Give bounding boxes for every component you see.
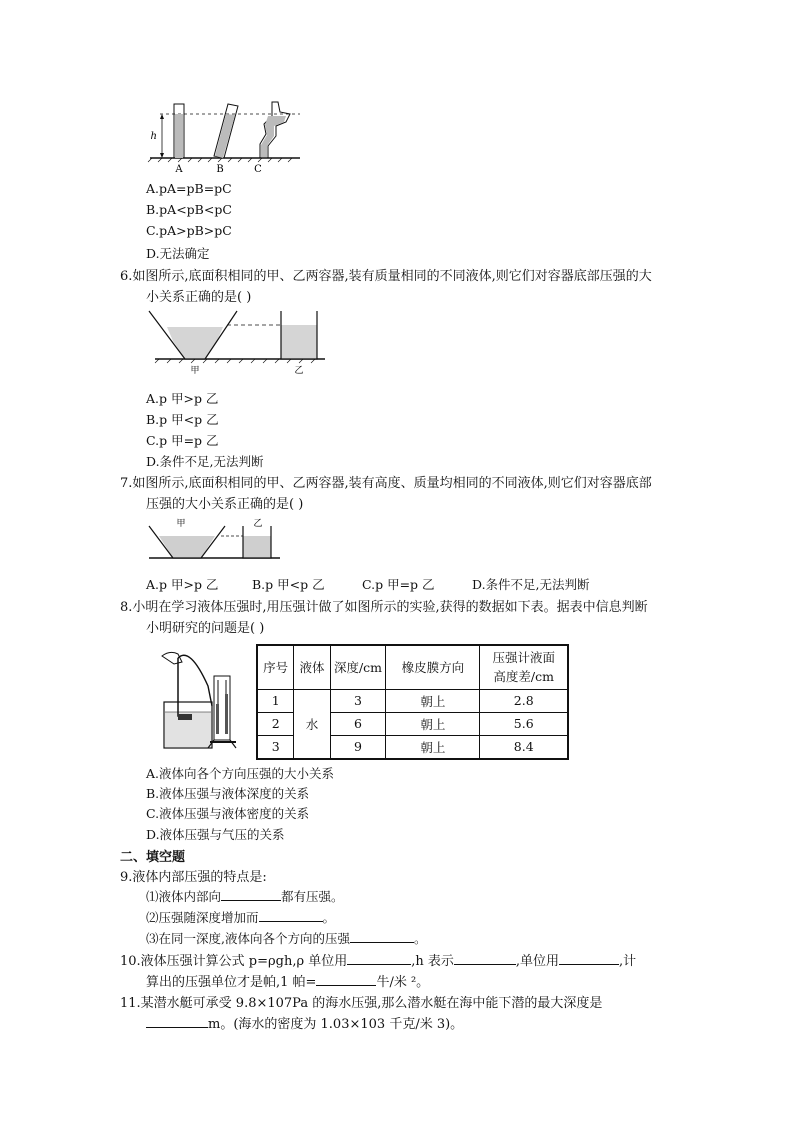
pressure-gauge-figure xyxy=(150,646,250,756)
table-cell: 朝上 xyxy=(386,689,480,712)
section-heading-fill-blank: 二、填空题 xyxy=(120,850,186,865)
q8-option-a[interactable]: A.液体向各个方向压强的大小关系 xyxy=(146,766,335,781)
table-cell: 朝上 xyxy=(386,712,480,735)
table-cell: 1 xyxy=(257,689,294,712)
height-label: h xyxy=(150,131,157,142)
q7-option-b[interactable]: B.p 甲<p 乙 xyxy=(252,577,325,592)
table-header: 橡皮膜方向 xyxy=(386,645,480,689)
label-a: A xyxy=(175,164,183,175)
q10-text-b: ,h 表示 xyxy=(411,954,454,969)
q7-containers-figure xyxy=(145,516,285,566)
q6-option-b[interactable]: B.p 甲<p 乙 xyxy=(146,412,219,427)
q5-option-a[interactable]: A.pA=pB=pC xyxy=(146,181,232,196)
q7-stem-line2: 压强的大小关系正确的是( ) xyxy=(146,497,304,512)
table-cell: 朝上 xyxy=(386,735,480,759)
q10-blank-3[interactable] xyxy=(559,952,619,965)
q9-sub1-text-a: ⑴液体内部向 xyxy=(146,889,222,904)
q10-text-c: ,单位用 xyxy=(515,954,560,969)
q8-data-table xyxy=(256,644,569,760)
q8-stem-line2: 小明研究的问题是( ) xyxy=(146,621,265,636)
containers-abc-figure xyxy=(140,98,310,178)
q10-blank-1[interactable] xyxy=(347,952,411,965)
table-cell: 8.4 xyxy=(480,735,568,759)
q6-stem-line1: 6.如图所示,底面积相同的甲、乙两容器,装有质量相同的不同液体,则它们对容器底部压强的大 xyxy=(120,269,652,284)
q9-blank-2[interactable] xyxy=(259,909,323,922)
q6-stem-line2: 小关系正确的是( ) xyxy=(146,290,252,305)
q5-option-b[interactable]: B.pA<pB<pC xyxy=(146,202,232,217)
q9-sub3-text-a: ⑶在同一深度,液体向各个方向的压强 xyxy=(146,931,350,946)
q9-sub2 xyxy=(146,908,335,926)
q6-containers-figure xyxy=(145,305,335,377)
label-b: B xyxy=(216,164,224,175)
label-c: C xyxy=(254,164,262,175)
table-cell: 2 xyxy=(257,712,294,735)
table-cell-liquid: 水 xyxy=(294,689,330,759)
q9-blank-1[interactable] xyxy=(221,888,281,901)
q7-option-d[interactable]: D.条件不足,无法判断 xyxy=(472,577,590,592)
table-cell: 9 xyxy=(330,735,386,759)
table-header: 序号 xyxy=(257,645,294,689)
q10-text-e: 算出的压强单位才是帕,1 帕= xyxy=(146,975,317,990)
q7-stem-line1: 7.如图所示,底面积相同的甲、乙两容器,装有高度、质量均相同的不同液体,则它们对容器底部 xyxy=(120,476,652,491)
q11-line2 xyxy=(146,1013,463,1032)
table-header-line1: 压强计液面 xyxy=(492,650,555,666)
q7-option-c[interactable]: C.p 甲=p 乙 xyxy=(362,577,435,592)
q9-sub3-text-b: 。 xyxy=(413,931,427,946)
q6-option-a[interactable]: A.p 甲>p 乙 xyxy=(146,391,219,406)
table-cell: 2.8 xyxy=(480,689,568,712)
q9-stem: 9.液体内部压强的特点是: xyxy=(120,870,267,885)
q9-sub1-text-b: 都有压强。 xyxy=(281,889,344,904)
table-row xyxy=(257,689,568,712)
q9-blank-3[interactable] xyxy=(350,930,414,943)
q9-sub2-text-a: ⑵压强随深度增加而 xyxy=(146,910,259,925)
q10-blank-4[interactable] xyxy=(316,973,376,986)
q9-sub3 xyxy=(146,929,427,947)
q8-stem-line1: 8.小明在学习液体压强时,用压强计做了如图所示的实验,获得的数据如下表。据表中信息判断 xyxy=(120,600,648,615)
q6-label-yi: 乙 xyxy=(294,366,304,376)
q8-option-c[interactable]: C.液体压强与液体密度的关系 xyxy=(146,806,310,821)
q5-option-c[interactable]: C.pA>pB>pC xyxy=(146,223,232,238)
table-header xyxy=(480,645,568,689)
q10-blank-2[interactable] xyxy=(454,952,516,965)
q7-option-a[interactable]: A.p 甲>p 乙 xyxy=(146,577,219,592)
q8-option-d[interactable]: D.液体压强与气压的关系 xyxy=(146,827,285,842)
q11-blank[interactable] xyxy=(146,1015,208,1028)
q10-line2 xyxy=(146,971,429,990)
q8-option-b[interactable]: B.液体压强与液体深度的关系 xyxy=(146,786,310,801)
q11-text-b: m。(海水的密度为 1.03×103 千克/米 3)。 xyxy=(208,1017,464,1032)
q9-sub1 xyxy=(146,887,344,905)
table-cell: 3 xyxy=(257,735,294,759)
q10-line1 xyxy=(120,950,636,969)
q6-label-jia: 甲 xyxy=(190,366,200,376)
q7-label-jia: 甲 xyxy=(176,519,186,529)
table-header: 液体 xyxy=(294,645,330,689)
table-cell: 3 xyxy=(330,689,386,712)
table-cell: 6 xyxy=(330,712,386,735)
table-cell: 5.6 xyxy=(480,712,568,735)
q6-option-d[interactable]: D.条件不足,无法判断 xyxy=(146,454,264,469)
q5-option-d[interactable]: D.无法确定 xyxy=(146,246,210,261)
q10-text-d: ,计 xyxy=(619,954,637,969)
q11-line1: 11.某潜水艇可承受 9.8×107Pa 的海水压强,那么潜水艇在海中能下潜的最大深度是 xyxy=(120,996,603,1011)
table-header: 深度/cm xyxy=(330,645,386,689)
table-header-line2: 高度差/cm xyxy=(493,669,554,685)
q9-sub2-text-b: 。 xyxy=(322,910,336,925)
q6-option-c[interactable]: C.p 甲=p 乙 xyxy=(146,433,219,448)
q7-label-yi: 乙 xyxy=(253,519,263,529)
q10-text-a: 10.液体压强计算公式 p=ρgh,ρ 单位用 xyxy=(120,954,348,969)
q10-text-f: 牛/米 ²。 xyxy=(376,975,430,990)
